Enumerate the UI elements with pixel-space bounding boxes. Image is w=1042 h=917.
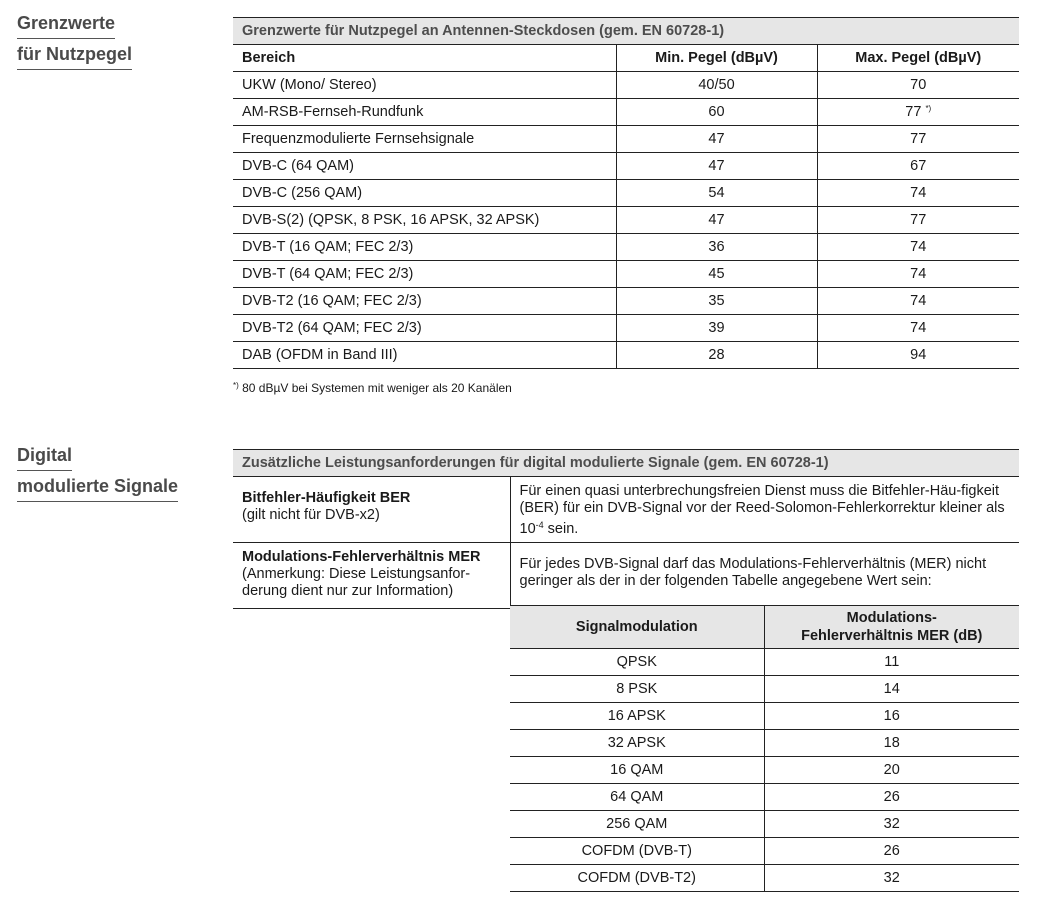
cell-range: DVB-S(2) (QPSK, 8 PSK, 16 APSK, 32 APSK) [233,207,616,234]
table-row [510,865,1019,892]
table-row [233,261,1019,288]
table-row [233,99,1019,126]
cell-min: 45 [616,261,817,288]
cell-min: 39 [616,315,817,342]
cell-min: 47 [616,126,817,153]
heading-line: für Nutzpegel [17,39,132,70]
section-heading-nutzpegel [17,8,132,70]
column-header-range: Bereich [233,45,616,72]
ber-exponent: -4 [535,520,544,530]
table-row [233,180,1019,207]
cell-range: UKW (Mono/ Stereo) [233,72,616,99]
table-row [510,649,1019,676]
cell-min: 36 [616,234,817,261]
cell-range: Frequenzmodulierte Fernsehsignale [233,126,616,153]
table-row [233,126,1019,153]
cell-range: DVB-T2 (16 QAM; FEC 2/3) [233,288,616,315]
cell-max: 94 [817,342,1019,369]
cell-modulation: 8 PSK [510,676,764,703]
mer-description: Für jedes DVB-Signal darf das Modulations-Fehlerverhältnis (MER) nicht geringer als der in der folgenden Tabelle angegebene Wert sein: [510,543,1019,609]
cell-mer: 26 [764,838,1019,865]
cell-min: 40/50 [616,72,817,99]
table-row [233,207,1019,234]
cell-min: 35 [616,288,817,315]
cell-max: 77 [817,207,1019,234]
ber-title: Bitfehler-Häufigkeit BER [242,490,411,506]
cell-mer: 18 [764,730,1019,757]
table-row [510,838,1019,865]
cell-mer: 11 [764,649,1019,676]
cell-modulation: COFDM (DVB-T2) [510,865,764,892]
cell-range: DVB-C (64 QAM) [233,153,616,180]
table-row [233,288,1019,315]
cell-mer: 20 [764,757,1019,784]
cell-min: 60 [616,99,817,126]
cell-modulation: 32 APSK [510,730,764,757]
cell-range: DVB-T2 (64 QAM; FEC 2/3) [233,315,616,342]
cell-mer: 32 [764,865,1019,892]
cell-mer: 32 [764,811,1019,838]
ber-description-text: Für einen quasi unterbrechungsfreien Dienst muss die Bitfehler-Häu-figkeit (BER) für ein DVB-Signal vor der Reed-Solomon-Fehlerkorrektur kleiner als 10 [519,483,1005,537]
cell-min: 28 [616,342,817,369]
ber-description-end: sein. [543,521,579,537]
table-row [510,784,1019,811]
table-row [233,153,1019,180]
cell-mer: 26 [764,784,1019,811]
mer-title: Modulations-Fehlerverhältnis MER [242,549,481,565]
cell-mer: 14 [764,676,1019,703]
section-heading-digital-signals [17,440,178,502]
cell-modulation: 256 QAM [510,811,764,838]
cell-min: 47 [616,153,817,180]
cell-max [817,99,1019,126]
cell-range: DAB (OFDM in Band III) [233,342,616,369]
column-header-min: Min. Pegel (dBµV) [616,45,817,72]
mer-subtitle: (Anmerkung: Diese Leistungsanfor-derung dient nur zur Information) [242,566,471,599]
table-row [510,676,1019,703]
table-row [233,234,1019,261]
levels-table-caption: Grenzwerte für Nutzpegel an Antennen-Steckdosen (gem. EN 60728-1) [233,18,1019,45]
table-caption-row [233,18,1019,45]
table-header-row [233,45,1019,72]
cell-min: 47 [616,207,817,234]
levels-footnote [233,381,512,395]
column-header-modulation: Signalmodulation [510,606,764,649]
mer-label-cell [233,543,510,609]
cell-max: 67 [817,153,1019,180]
footnote-marker: *) [233,381,239,390]
ber-description [510,477,1019,543]
cell-range: DVB-T (64 QAM; FEC 2/3) [233,261,616,288]
ber-subtitle: (gilt nicht für DVB-x2) [242,507,380,523]
cell-max: 74 [817,180,1019,207]
table-caption-row [233,450,1019,477]
cell-max: 74 [817,315,1019,342]
heading-line: Digital [17,440,72,471]
table-row [510,703,1019,730]
cell-range: AM-RSB-Fernseh-Rundfunk [233,99,616,126]
table-row [510,811,1019,838]
table-row-ber [233,477,1019,543]
table-row-mer [233,543,1019,609]
table-row [233,72,1019,99]
cell-modulation: 16 QAM [510,757,764,784]
cell-modulation: COFDM (DVB-T) [510,838,764,865]
cell-range: DVB-C (256 QAM) [233,180,616,207]
cell-modulation: 64 QAM [510,784,764,811]
cell-max: 70 [817,72,1019,99]
cell-modulation: 16 APSK [510,703,764,730]
requirements-table-caption: Zusätzliche Leistungsanforderungen für digital modulierte Signale (gem. EN 60728-1) [233,450,1019,477]
levels-table [233,17,1019,369]
cell-min: 54 [616,180,817,207]
column-header-mer [764,606,1019,649]
cell-mer: 16 [764,703,1019,730]
table-row [233,315,1019,342]
table-row [510,730,1019,757]
cell-range: DVB-T (16 QAM; FEC 2/3) [233,234,616,261]
heading-line: modulierte Signale [17,471,178,502]
column-header-mer-line1: Modulations- [846,610,937,626]
mer-table [510,605,1019,892]
table-row [510,757,1019,784]
requirements-table [233,449,1019,609]
footnote-text: 80 dBµV bei Systemen mit weniger als 20 Kanälen [238,381,512,395]
column-header-mer-line2: Fehlerverhältnis MER (dB) [801,628,983,644]
table-row [233,342,1019,369]
footnote-marker: *) [925,104,932,113]
ber-label-cell [233,477,510,543]
cell-max: 77 [817,126,1019,153]
column-header-max: Max. Pegel (dBµV) [817,45,1019,72]
cell-modulation: QPSK [510,649,764,676]
table-header-row [510,606,1019,649]
cell-max: 74 [817,288,1019,315]
cell-max: 74 [817,234,1019,261]
cell-max: 74 [817,261,1019,288]
cell-max-value: 77 [905,104,922,120]
heading-line: Grenzwerte [17,8,115,39]
